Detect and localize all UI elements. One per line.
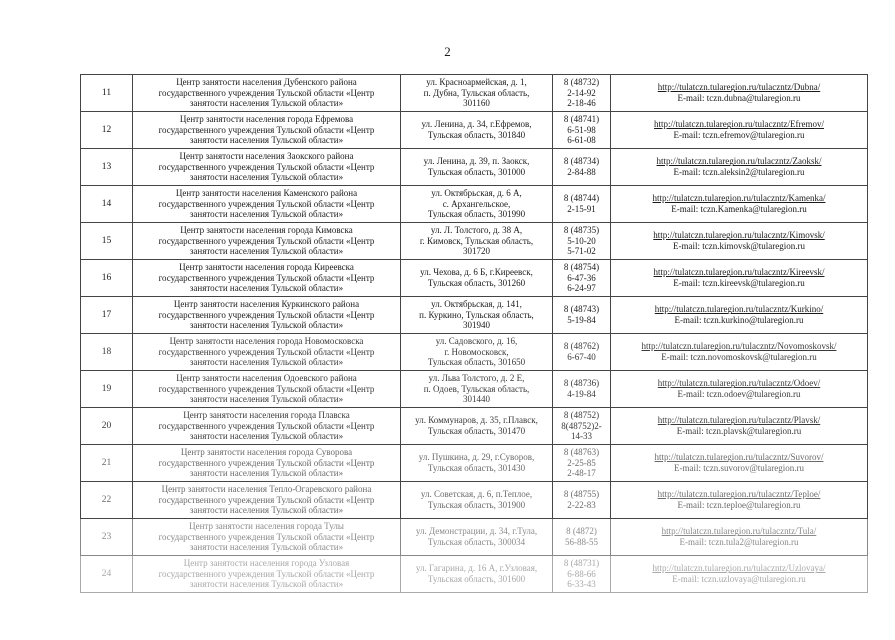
center-name-line: Центр занятости населения города Суворова bbox=[180, 447, 353, 458]
phone-cell bbox=[553, 519, 611, 556]
phone-line: 6-61-08 bbox=[567, 135, 596, 146]
center-name-line: Центр занятости населения города Киреевска bbox=[179, 262, 354, 273]
email-text: E-mail: tczn.plavsk@tularegion.ru bbox=[676, 426, 802, 436]
row-number-cell bbox=[81, 519, 133, 556]
website-link[interactable]: http://tulatczn.tularegion.ru/tulaczntz/Novomoskovsk/ bbox=[641, 341, 837, 352]
contact-cell bbox=[611, 112, 868, 149]
row-number-cell bbox=[81, 223, 133, 260]
phone-cell bbox=[553, 75, 611, 112]
center-name-line: занятости населения Тульской области» bbox=[189, 283, 344, 294]
center-name-line: Центр занятости населения Тепло-Огаревского района bbox=[161, 484, 372, 495]
center-name-line: государственного учреждения Тульской области «Центр bbox=[158, 161, 375, 172]
center-name-line: государственного учреждения Тульской области «Центр bbox=[158, 124, 375, 135]
center-name-line: государственного учреждения Тульской области «Центр bbox=[158, 235, 375, 246]
row-number: 24 bbox=[101, 568, 112, 579]
row-number: 17 bbox=[101, 309, 112, 320]
phone-cell bbox=[553, 445, 611, 482]
table-row bbox=[81, 297, 868, 334]
center-name-line: Центр занятости населения Одоевского района bbox=[176, 373, 357, 384]
address-line: ул. Октябрьская, д. 6 А, bbox=[431, 188, 522, 199]
center-name-cell bbox=[133, 149, 401, 186]
phone-cell bbox=[553, 408, 611, 445]
phone-line: 5-10-20 bbox=[567, 235, 596, 246]
contact-cell bbox=[611, 75, 868, 112]
address-line: Тульская область, 301990 bbox=[427, 209, 526, 220]
center-name-line: занятости населения Тульской области» bbox=[189, 357, 344, 368]
website-link[interactable]: http://tulatczn.tularegion.ru/tulaczntz/Kamenka/ bbox=[652, 193, 826, 204]
table-row bbox=[81, 149, 868, 186]
center-name-cell bbox=[133, 297, 401, 334]
phone-cell bbox=[553, 260, 611, 297]
row-number-cell bbox=[81, 75, 133, 112]
address-cell bbox=[401, 408, 553, 445]
phone-line: 8 (48743) bbox=[563, 304, 600, 315]
center-name-line: занятости населения Тульской области» bbox=[189, 172, 344, 183]
address-cell bbox=[401, 260, 553, 297]
phone-cell bbox=[553, 186, 611, 223]
email-text: E-mail: tczn.kimovsk@tularegion.ru bbox=[672, 241, 805, 251]
contact-cell bbox=[611, 297, 868, 334]
email-text: E-mail: tczn.odoev@tularegion.ru bbox=[677, 389, 801, 399]
row-number: 20 bbox=[101, 420, 112, 431]
address-line: 301160 bbox=[463, 98, 490, 109]
phone-line: 4-19-84 bbox=[567, 389, 596, 399]
center-name-line: занятости населения Тульской области» bbox=[189, 98, 344, 109]
address-line: ул. Советская, д. 6, п.Теплое, bbox=[420, 489, 533, 500]
email-text: E-mail: tczn.uzlovaya@tularegion.ru bbox=[672, 574, 806, 584]
address-cell bbox=[401, 297, 553, 334]
address-line: ул. Октябрьская, д. 141, bbox=[431, 299, 522, 310]
table-row bbox=[81, 186, 868, 223]
phone-line: 8(48752)2- bbox=[561, 420, 602, 431]
phone-line: 8 (48755) bbox=[563, 489, 600, 500]
address-line: Тульская область, 301840 bbox=[427, 130, 526, 140]
phone-line: 6-88-66 bbox=[567, 568, 596, 579]
center-name-line: занятости населения Тульской области» bbox=[189, 468, 344, 479]
phone-cell bbox=[553, 334, 611, 371]
center-name-cell bbox=[133, 75, 401, 112]
address-line: Тульская область, 301650 bbox=[427, 357, 526, 368]
address-line: Тульская область, 301260 bbox=[427, 278, 526, 288]
table-row bbox=[81, 334, 868, 371]
center-name-cell bbox=[133, 223, 401, 260]
address-line: ул. Чехова, д. 6 Б, г.Киреевск, bbox=[420, 267, 533, 278]
address-line: 301720 bbox=[463, 246, 490, 257]
email-text: E-mail: tczn.teploe@tularegion.ru bbox=[677, 500, 801, 510]
address-line: ул. Пушкина, д. 29, г.Суворов, bbox=[418, 452, 535, 463]
address-cell bbox=[401, 519, 553, 556]
table-row bbox=[81, 482, 868, 519]
table-row bbox=[81, 223, 868, 260]
phone-cell bbox=[553, 371, 611, 408]
contact-cell bbox=[611, 519, 868, 556]
row-number: 14 bbox=[101, 198, 112, 209]
phone-line: 6-33-43 bbox=[567, 579, 596, 590]
website-link[interactable]: http://tulatczn.tularegion.ru/tulaczntz/Suvorov/ bbox=[654, 452, 824, 463]
phone-line: 2-22-83 bbox=[567, 500, 596, 510]
contact-cell bbox=[611, 334, 868, 371]
employment-centers-table bbox=[80, 74, 868, 593]
email-text: E-mail: tczn.aleksin2@tularegion.ru bbox=[673, 167, 805, 177]
center-name-cell bbox=[133, 371, 401, 408]
center-name-cell bbox=[133, 186, 401, 223]
website-link[interactable]: http://tulatczn.tularegion.ru/tulaczntz/Teploe/ bbox=[657, 489, 821, 500]
contact-cell bbox=[611, 371, 868, 408]
center-name-line: Центр занятости населения города Новомосковска bbox=[169, 336, 364, 347]
address-line: г. Новомосковск, bbox=[444, 346, 509, 357]
center-name-line: государственного учреждения Тульской области «Центр bbox=[158, 346, 375, 357]
table-body bbox=[81, 75, 868, 593]
table-row bbox=[81, 445, 868, 482]
table-row bbox=[81, 371, 868, 408]
contact-cell bbox=[611, 186, 868, 223]
website-link[interactable]: http://tulatczn.tularegion.ru/tulaczntz/Tula/ bbox=[661, 526, 817, 537]
phone-line: 5-19-84 bbox=[567, 315, 596, 325]
address-line: Тульская область, 301000 bbox=[427, 167, 526, 177]
phone-line: 6-67-40 bbox=[567, 352, 596, 362]
email-text: E-mail: tczn.tula2@tularegion.ru bbox=[679, 537, 799, 547]
phone-line: 8 (48744) bbox=[563, 193, 600, 204]
row-number-cell bbox=[81, 445, 133, 482]
address-cell bbox=[401, 482, 553, 519]
center-name-cell bbox=[133, 334, 401, 371]
phone-line: 8 (48763) bbox=[563, 447, 600, 458]
phone-line: 2-14-92 bbox=[567, 87, 596, 98]
table-row bbox=[81, 519, 868, 556]
table-row bbox=[81, 112, 868, 149]
center-name-line: занятости населения Тульской области» bbox=[189, 431, 344, 442]
center-name-cell bbox=[133, 556, 401, 593]
center-name-line: Центр занятости населения Заокского района bbox=[179, 151, 354, 162]
contact-cell bbox=[611, 149, 868, 186]
center-name-line: занятости населения Тульской области» bbox=[189, 505, 344, 516]
phone-line: 14-33 bbox=[571, 431, 592, 442]
email-text: E-mail: tczn.efremov@tularegion.ru bbox=[673, 130, 805, 140]
website-link[interactable]: http://tulatczn.tularegion.ru/tulaczntz/Zaoksk/ bbox=[656, 156, 822, 167]
address-line: ул. Красноармейская, д. 1, bbox=[426, 77, 527, 88]
row-number: 22 bbox=[101, 494, 112, 505]
phone-line: 8 (4872) bbox=[566, 526, 597, 537]
center-name-line: занятости населения Тульской области» bbox=[189, 394, 344, 405]
phone-line: 8 (48741) bbox=[563, 114, 600, 125]
email-text: E-mail: tczn.kireevsk@tularegion.ru bbox=[673, 278, 805, 288]
address-line: Тульская область, 301430 bbox=[427, 463, 526, 473]
phone-cell bbox=[553, 112, 611, 149]
phone-cell bbox=[553, 556, 611, 593]
address-line: 301940 bbox=[463, 320, 490, 331]
contact-cell bbox=[611, 482, 868, 519]
website-link[interactable]: http://tulatczn.tularegion.ru/tulaczntz/Efremov/ bbox=[654, 119, 824, 130]
website-link[interactable]: http://tulatczn.tularegion.ru/tulaczntz/Kurkino/ bbox=[654, 304, 824, 315]
address-cell bbox=[401, 334, 553, 371]
phone-line: 8 (48736) bbox=[563, 378, 600, 389]
table-row bbox=[81, 408, 868, 445]
address-line: Тульская область, 301600 bbox=[427, 574, 526, 584]
table-row bbox=[81, 75, 868, 112]
address-line: ул. Коммунаров, д. 35, г.Плавск, bbox=[415, 415, 538, 426]
center-name-line: государственного учреждения Тульской области «Центр bbox=[158, 531, 375, 542]
phone-line: 56-88-55 bbox=[565, 537, 598, 547]
page-number: 2 bbox=[444, 44, 451, 59]
address-line: Тульская область, 301470 bbox=[427, 426, 526, 436]
center-name-line: Центр занятости населения Каменского района bbox=[175, 188, 358, 199]
website-link[interactable]: http://tulatczn.tularegion.ru/tulaczntz/Uzlovaya/ bbox=[652, 563, 826, 574]
center-name-cell bbox=[133, 260, 401, 297]
email-text: E-mail: tczn.suvorov@tularegion.ru bbox=[673, 463, 804, 473]
website-link[interactable]: http://tulatczn.tularegion.ru/tulaczntz/Kimovsk/ bbox=[653, 230, 825, 241]
phone-line: 2-25-85 bbox=[567, 457, 596, 468]
website-link[interactable]: http://tulatczn.tularegion.ru/tulaczntz/Dubna/ bbox=[657, 82, 821, 93]
address-line: ул. Ленина, д. 39, п. Заокск, bbox=[423, 156, 530, 167]
row-number-cell bbox=[81, 408, 133, 445]
address-line: Тульская область, 301900 bbox=[427, 500, 526, 510]
address-line: Тульская область, 300034 bbox=[427, 537, 526, 547]
center-name-line: государственного учреждения Тульской области «Центр bbox=[158, 87, 375, 98]
center-name-line: занятости населения Тульской области» bbox=[189, 542, 344, 553]
address-cell bbox=[401, 445, 553, 482]
contact-cell bbox=[611, 223, 868, 260]
contact-cell bbox=[611, 556, 868, 593]
email-text: E-mail: tczn.kurkino@tularegion.ru bbox=[674, 315, 804, 325]
address-cell bbox=[401, 149, 553, 186]
row-number-cell bbox=[81, 334, 133, 371]
row-number-cell bbox=[81, 556, 133, 593]
phone-line: 8 (48735) bbox=[563, 225, 600, 236]
center-name-cell bbox=[133, 112, 401, 149]
address-line: ул. Садовского, д. 16, bbox=[435, 336, 518, 347]
row-number: 13 bbox=[101, 161, 112, 172]
center-name-cell bbox=[133, 445, 401, 482]
phone-line: 2-18-46 bbox=[567, 98, 596, 109]
center-name-line: занятости населения Тульской области» bbox=[189, 320, 344, 331]
row-number: 12 bbox=[101, 124, 112, 135]
address-line: 301440 bbox=[463, 394, 490, 405]
phone-line: 2-15-91 bbox=[567, 204, 596, 214]
center-name-line: Центр занятости населения города Узловая bbox=[183, 558, 350, 569]
address-line: ул. Л. Толстого, д. 38 А, bbox=[430, 225, 523, 236]
phone-line: 8 (48732) bbox=[563, 77, 600, 88]
phone-cell bbox=[553, 297, 611, 334]
center-name-line: Центр занятости населения Куркинского района bbox=[173, 299, 360, 310]
address-cell bbox=[401, 371, 553, 408]
center-name-cell bbox=[133, 519, 401, 556]
email-text: E-mail: tczn.dubna@tularegion.ru bbox=[677, 93, 801, 103]
address-line: с. Архангельское, bbox=[442, 198, 511, 209]
row-number-cell bbox=[81, 112, 133, 149]
website-link[interactable]: http://tulatczn.tularegion.ru/tulaczntz/Kireevsk/ bbox=[653, 267, 825, 278]
row-number-cell bbox=[81, 371, 133, 408]
address-cell bbox=[401, 556, 553, 593]
row-number: 11 bbox=[101, 87, 112, 98]
center-name-line: занятости населения Тульской области» bbox=[189, 246, 344, 257]
address-line: ул. Льва Толстого, д. 2 Е, bbox=[428, 373, 525, 384]
address-cell bbox=[401, 75, 553, 112]
center-name-line: государственного учреждения Тульской области «Центр bbox=[158, 309, 375, 320]
phone-line: 2-48-17 bbox=[567, 468, 596, 479]
row-number-cell bbox=[81, 260, 133, 297]
center-name-line: государственного учреждения Тульской области «Центр bbox=[158, 457, 375, 468]
contact-cell bbox=[611, 445, 868, 482]
center-name-line: занятости населения Тульской области» bbox=[189, 135, 344, 146]
center-name-line: Центр занятости населения города Тулы bbox=[189, 521, 344, 532]
address-line: ул. Демонстрации, д. 34, г.Тула, bbox=[415, 526, 538, 537]
phone-line: 6-24-97 bbox=[567, 283, 596, 294]
email-text: E-mail: tczn.Kamenka@tularegion.ru bbox=[671, 204, 807, 214]
row-number: 21 bbox=[101, 457, 112, 468]
row-number-cell bbox=[81, 149, 133, 186]
center-name-line: Центр занятости населения Дубенского района bbox=[176, 77, 357, 88]
center-name-line: Центр занятости населения города Плавска bbox=[183, 410, 350, 421]
address-line: г. Кимовск, Тульская область, bbox=[419, 235, 534, 246]
address-line: ул. Ленина, д. 34, г.Ефремов, bbox=[421, 119, 532, 130]
center-name-line: государственного учреждения Тульской области «Центр bbox=[158, 198, 375, 209]
phone-line: 8 (48754) bbox=[563, 262, 600, 273]
email-text: E-mail: tczn.novomoskovsk@tularegion.ru bbox=[661, 352, 817, 362]
row-number: 19 bbox=[101, 383, 112, 394]
table-row bbox=[81, 260, 868, 297]
center-name-line: Центр занятости населения города Ефремова bbox=[179, 114, 354, 125]
address-line: п. Куркино, Тульская область, bbox=[419, 309, 534, 320]
address-line: п. Одоев, Тульская область, bbox=[423, 383, 530, 394]
row-number: 16 bbox=[101, 272, 112, 283]
address-line: п. Дубна, Тульская область, bbox=[423, 87, 530, 98]
website-link[interactable]: http://tulatczn.tularegion.ru/tulaczntz/Odoev/ bbox=[657, 378, 821, 389]
row-number-cell bbox=[81, 186, 133, 223]
row-number: 15 bbox=[101, 235, 112, 246]
contact-cell bbox=[611, 408, 868, 445]
center-name-cell bbox=[133, 482, 401, 519]
center-name-line: государственного учреждения Тульской области «Центр bbox=[158, 420, 375, 431]
center-name-line: занятости населения Тульской области» bbox=[189, 209, 344, 220]
phone-line: 8 (48762) bbox=[563, 341, 600, 352]
address-line: ул. Гагарина, д. 16 А, г.Узловая, bbox=[415, 563, 538, 574]
row-number: 23 bbox=[101, 531, 112, 542]
row-number-cell bbox=[81, 297, 133, 334]
phone-line: 6-47-36 bbox=[567, 272, 596, 283]
contact-cell bbox=[611, 260, 868, 297]
center-name-line: занятости населения Тульской области» bbox=[189, 579, 344, 590]
row-number-cell bbox=[81, 482, 133, 519]
address-cell bbox=[401, 223, 553, 260]
phone-line: 8 (48752) bbox=[563, 410, 600, 421]
phone-line: 6-51-98 bbox=[567, 124, 596, 135]
address-cell bbox=[401, 186, 553, 223]
phone-cell bbox=[553, 482, 611, 519]
address-cell bbox=[401, 112, 553, 149]
phone-cell bbox=[553, 223, 611, 260]
phone-line: 5-71-02 bbox=[567, 246, 596, 257]
center-name-line: Центр занятости населения города Кимовска bbox=[180, 225, 353, 236]
center-name-line: государственного учреждения Тульской области «Центр bbox=[158, 494, 375, 505]
phone-cell bbox=[553, 149, 611, 186]
phone-line: 8 (48734) bbox=[563, 156, 600, 167]
table-row bbox=[81, 556, 868, 593]
center-name-line: государственного учреждения Тульской области «Центр bbox=[158, 383, 375, 394]
phone-line: 8 (48731) bbox=[563, 558, 600, 569]
row-number: 18 bbox=[101, 346, 112, 357]
center-name-line: государственного учреждения Тульской области «Центр bbox=[158, 272, 375, 283]
center-name-line: государственного учреждения Тульской области «Центр bbox=[158, 568, 375, 579]
website-link[interactable]: http://tulatczn.tularegion.ru/tulaczntz/Plavsk/ bbox=[657, 415, 821, 426]
center-name-cell bbox=[133, 408, 401, 445]
phone-line: 2-84-88 bbox=[567, 167, 596, 177]
